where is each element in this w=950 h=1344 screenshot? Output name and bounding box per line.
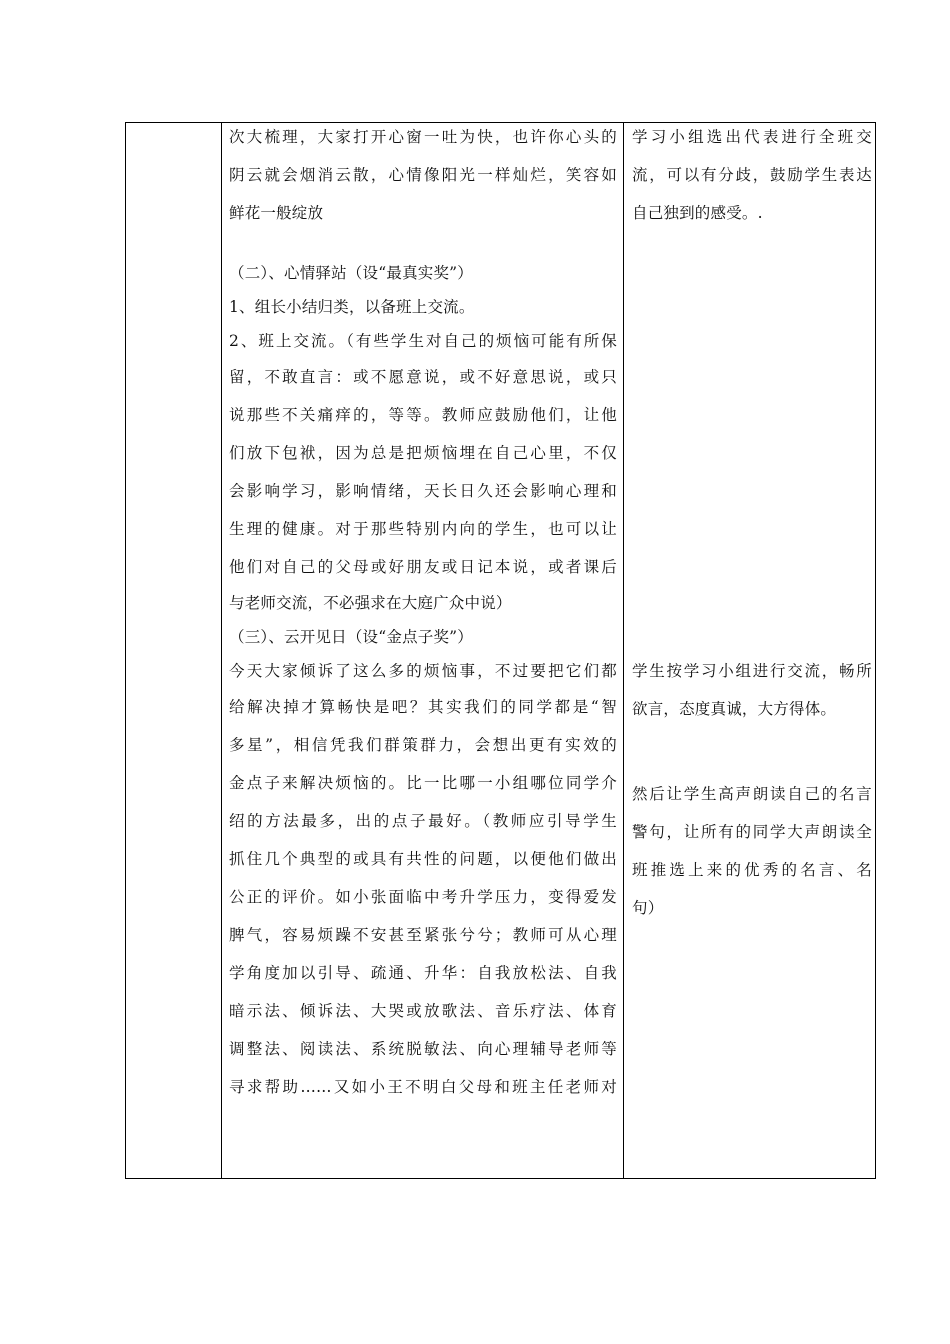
paragraph-gap xyxy=(229,232,617,256)
activity-line: 班推选上来的优秀的名言、名 xyxy=(632,861,872,879)
section-heading-3: （三）、云开见日（设“金点子奖”） xyxy=(229,628,473,646)
section2-item-2-line: 2、班上交流。（有些学生对自己的烦恼可能有所保 xyxy=(229,332,617,350)
activity-line: 警句，让所有的同学大声朗读全 xyxy=(632,823,872,841)
table-divider-left xyxy=(221,122,222,1179)
section3-line: 调整法、阅读法、系统脱敏法、向心理辅导老师等 xyxy=(229,1040,617,1058)
section3-line: 公正的评价。如小张面临中考升学压力，变得爱发 xyxy=(229,888,617,906)
section-heading-2: （二）、心情驿站（设“最真实奖”） xyxy=(229,264,473,282)
table-divider-right xyxy=(623,122,624,1179)
intro-line: 阴云就会烟消云散，心情像阳光一样灿烂，笑容如 xyxy=(229,166,617,184)
section3-line: 抓住几个典型的或具有共性的问题，以便他们做出 xyxy=(229,850,617,868)
activity-line: 学生按学习小组进行交流，畅所 xyxy=(632,662,872,680)
student-activity-block-3 xyxy=(632,775,872,927)
section3-line: 学角度加以引导、疏通、升华：自我放松法、自我 xyxy=(229,964,617,982)
section2-item-2-line: 说那些不关痛痒的，等等。教师应鼓励他们，让他 xyxy=(229,406,617,424)
section3-line: 金点子来解决烦恼的。比一比哪一小组哪位同学介 xyxy=(229,774,617,792)
section2-item-2-line: 们放下包袱，因为总是把烦恼埋在自己心里，不仅 xyxy=(229,444,617,462)
intro-line: 鲜花一般绽放 xyxy=(229,204,324,222)
section3-line: 给解决掉才算畅快是吧？其实我们的同学都是“智 xyxy=(229,698,617,716)
activity-line: 流，可以有分歧，鼓励学生表达 xyxy=(632,166,872,184)
activity-line: 然后让学生高声朗读自己的名言 xyxy=(632,785,872,803)
section2-item-1: 1、组长小结归类，以备班上交流。 xyxy=(229,298,475,316)
student-activity-block-2 xyxy=(632,652,872,728)
section2-item-2-line: 留，不敢直言：或不愿意说，或不好意思说，或只 xyxy=(229,368,617,386)
activity-line: 欲言，态度真诚，大方得体。 xyxy=(632,700,837,718)
activity-line: 句） xyxy=(632,899,664,917)
teaching-content-column xyxy=(229,118,617,1106)
section3-line: 暗示法、倾诉法、大哭或放歌法、音乐疗法、体育 xyxy=(229,1002,617,1020)
section3-line: 多星”，相信凭我们群策群力，会想出更有实效的 xyxy=(229,736,617,754)
student-activity-block-1 xyxy=(632,118,872,232)
section2-item-2-line: 生理的健康。对于那些特别内向的学生，也可以让 xyxy=(229,520,617,538)
activity-line: 学习小组选出代表进行全班交 xyxy=(632,128,872,146)
section3-line: 寻求帮助……又如小王不明白父母和班主任老师对 xyxy=(229,1078,617,1096)
section2-item-2-line: 会影响学习，影响情绪，天长日久还会影响心理和 xyxy=(229,482,617,500)
section2-item-2-line: 他们对自己的父母或好朋友或日记本说，或者课后 xyxy=(229,558,617,576)
intro-line: 次大梳理，大家打开心窗一吐为快，也许你心头的 xyxy=(229,128,617,146)
activity-line: 自己独到的感受。. xyxy=(632,204,763,222)
section2-item-2-line: 与老师交流，不必强求在大庭广众中说） xyxy=(229,594,512,612)
section3-line: 今天大家倾诉了这么多的烦恼事，不过要把它们都 xyxy=(229,662,617,680)
section3-line: 绍的方法最多，出的点子最好。（教师应引导学生 xyxy=(229,812,617,830)
section3-line: 脾气，容易烦躁不安甚至紧张兮兮；教师可从心理 xyxy=(229,926,617,944)
